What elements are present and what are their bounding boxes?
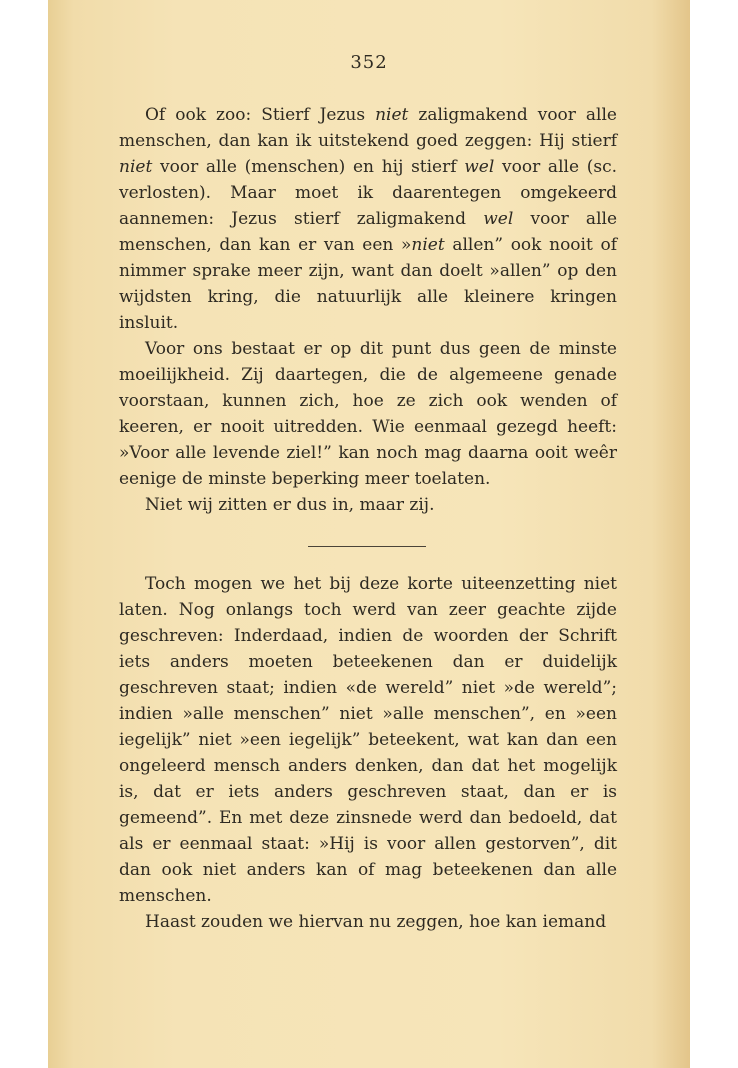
paragraph: Toch mogen we het bij deze korte uiteenzetting niet laten. Nog onlangs toch werd van zeer geachte zijde geschreven: Inderdaad, indien de woorden der Schrift iets anders moeten beteekenen dan er duidelijk geschreven staat; indien «de wereld” niet »de wereld”; indien »alle menschen” niet »alle menschen”, en »een iegelijk” niet »een iegelijk” beteekent, wat kan dan een ongeleerd mensch anders denken, dan dat het mogelijk is, dat er iets anders geschreven staat, dan er is gemeend”. En met deze zinsnede werd dan bedoeld, dat als er eenmaal staat: »Hij is voor allen gestorven”, dit dan ook niet anders kan of mag beteekenen dan alle menschen. (119, 574, 617, 906)
paragraph: Haast zouden we hiervan nu zeggen, hoe kan iemand (145, 912, 607, 932)
italic-word: wel (483, 209, 514, 229)
italic-word: niet (375, 105, 409, 125)
section-divider (308, 546, 426, 547)
paragraph: Voor ons bestaat er op dit punt dus geen de minste moeilijkheid. Zij daartegen, die de algemeene genade voorstaan, kunnen zich, hoe ze zich ook wenden of keeren, er nooit uitredden. Wie eenmaal gezegd heeft: »Voor alle levende ziel!” kan noch mag daarna ooit weêr eenige de minste beperking meer toelaten. (119, 339, 617, 489)
paragraph: Niet wij zitten er dus in, maar zij. (145, 495, 435, 515)
paragraph: Of ook zoo: Stierf Jezus niet zaligmakend voor alle menschen, dan kan ik uitstekend goed zeggen: Hij stierf niet voor alle (menschen) en hij stierf wel voor alle (sc. verlosten). Maar moet ik daarentegen omgekeerd aannemen: Jezus stierf zaligmakend wel voor alle menschen, dan kan er van een »niet allen” ook nooit of nimmer sprake meer zijn, want dan doelt »allen” op den wijdsten kring, die natuurlijk alle kleinere kringen insluit. (119, 105, 618, 333)
page-number: 352 (350, 52, 388, 73)
text-block-2 (119, 571, 617, 935)
text-block-1 (119, 102, 617, 518)
italic-word: wel (464, 157, 495, 177)
italic-word: niet (119, 157, 153, 177)
italic-word: niet (411, 235, 445, 255)
book-page (48, 0, 690, 1068)
